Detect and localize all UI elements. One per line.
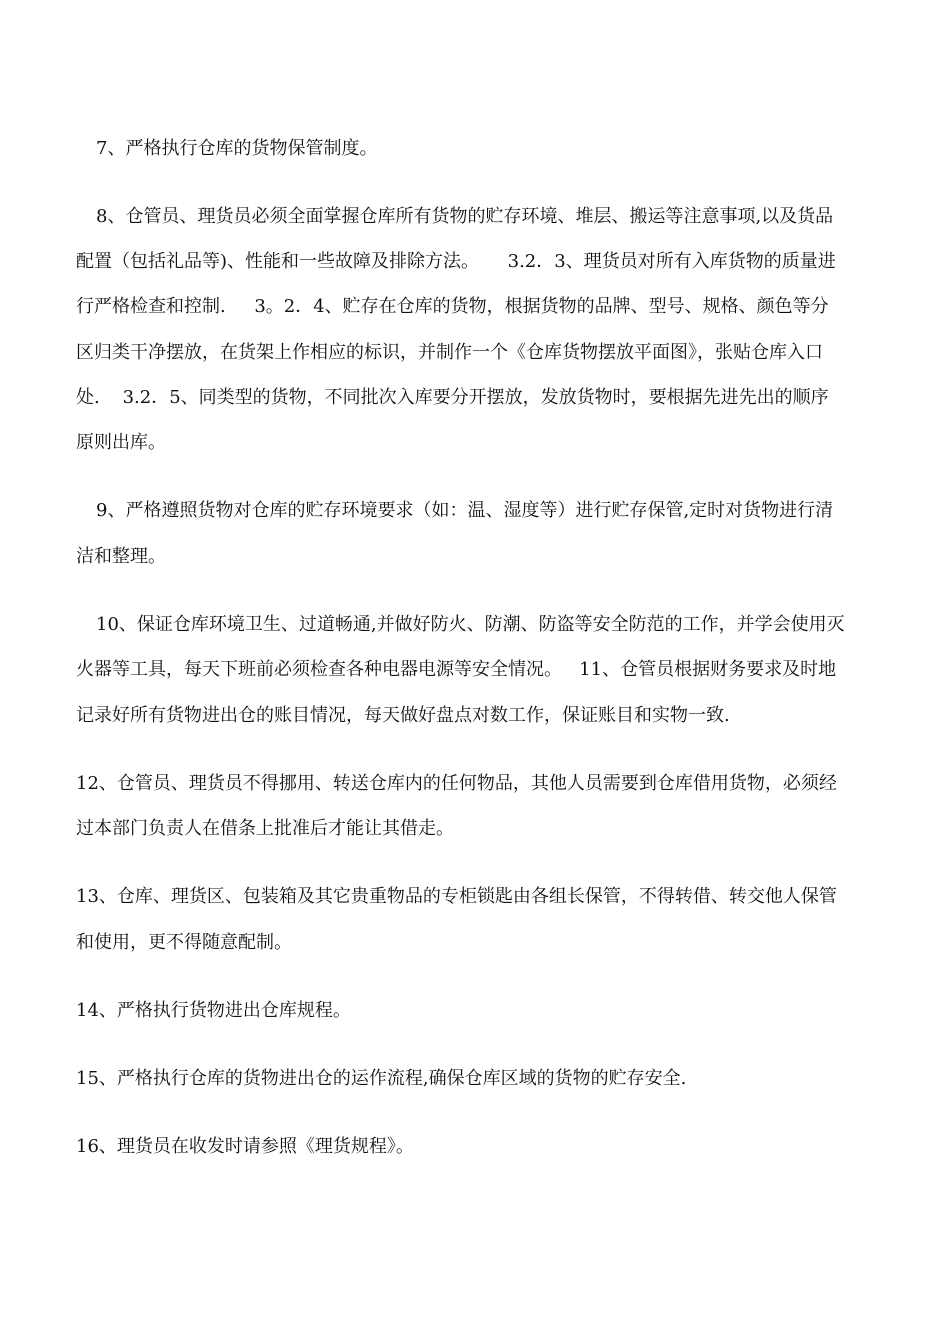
paragraph-10-line-3: 记录好所有货物进出仓的账目情况，每天做好盘点对数工作，保证账目和实物一致. xyxy=(76,705,730,726)
paragraph-10-line-2: 火器等工具，每天下班前必须检查各种电器电源等安全情况。 11、仓管员根据财务要求及时地 xyxy=(76,659,837,680)
paragraph-14-line-1: 14、严格执行货物进出仓库规程。 xyxy=(76,1000,351,1021)
paragraph-8-line-4: 区归类干净摆放，在货架上作相应的标识，并制作一个《仓库货物摆放平面图》，张贴仓库入口 xyxy=(76,342,823,363)
paragraph-12-line-2: 过本部门负责人在借条上批准后才能让其借走。 xyxy=(76,818,454,839)
paragraph-8-line-2: 配置（包括礼品等)、性能和一些故障及排除方法。 3.2．3、理货员对所有入库货物的质量进 xyxy=(76,251,836,272)
paragraph-15-line-1: 15、严格执行仓库的货物进出仓的运作流程,确保仓库区域的货物的贮存安全. xyxy=(76,1068,687,1089)
paragraph-8-line-6: 原则出库。 xyxy=(76,432,166,453)
paragraph-12-line-1: 12、仓管员、理货员不得挪用、转送仓库内的任何物品，其他人员需要到仓库借用货物，必须经 xyxy=(76,773,837,794)
paragraph-9-line-1: 9、严格遵照货物对仓库的贮存环境要求（如：温、湿度等）进行贮存保管,定时对货物进行清 xyxy=(96,500,834,521)
paragraph-16-line-1: 16、理货员在收发时请参照《理货规程》。 xyxy=(76,1136,414,1157)
paragraph-10-line-1: 10、保证仓库环境卫生、过道畅通,并做好防火、防潮、防盗等安全防范的工作，并学会使用灭 xyxy=(96,614,845,635)
paragraph-9-line-2: 洁和整理。 xyxy=(76,546,166,567)
paragraph-7-line-1: 7、严格执行仓库的货物保管制度。 xyxy=(96,138,378,159)
paragraph-8-line-1: 8、仓管员、理货员必须全面掌握仓库所有货物的贮存环境、堆层、搬运等注意事项,以及货品 xyxy=(96,206,834,227)
paragraph-8-line-3: 行严格检查和控制. 3。2．4、贮存在仓库的货物，根据货物的品牌、型号、规格、颜色等分 xyxy=(76,296,829,317)
paragraph-13-line-2: 和使用，更不得随意配制。 xyxy=(76,932,292,953)
paragraph-8-line-5: 处. 3.2．5、同类型的货物，不同批次入库要分开摆放，发放货物时，要根据先进先出的顺序 xyxy=(76,387,829,408)
paragraph-13-line-1: 13、仓库、理货区、包装箱及其它贵重物品的专柜锁匙由各组长保管，不得转借、转交他人保管 xyxy=(76,886,837,907)
